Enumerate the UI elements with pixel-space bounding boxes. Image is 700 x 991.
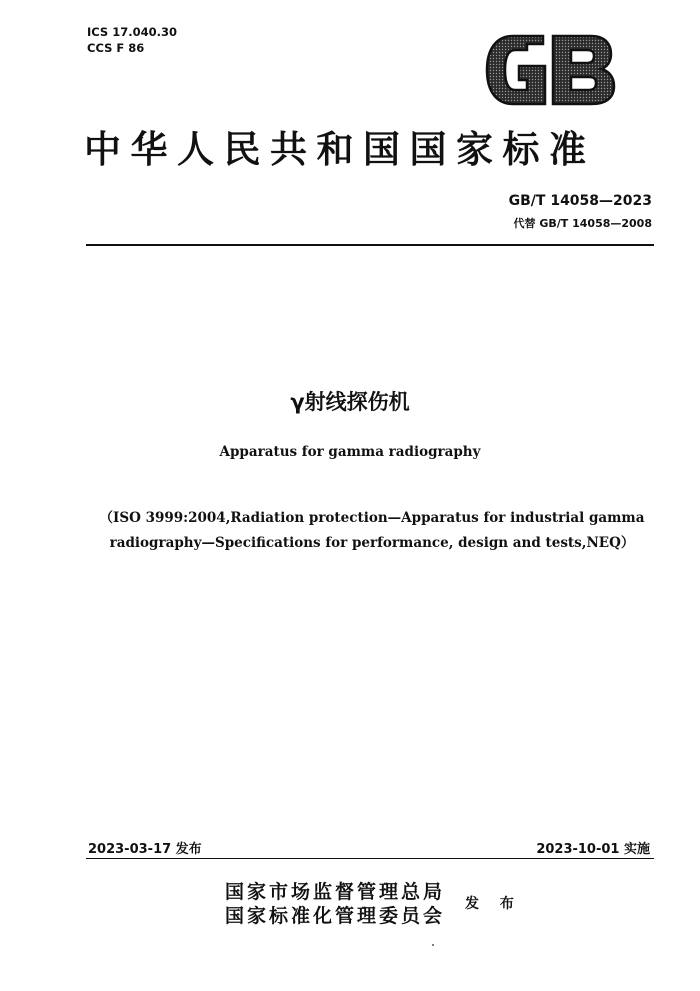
issue-date: 2023-03-17 发布	[88, 842, 202, 857]
english-title: Apparatus for gamma radiography	[219, 444, 481, 460]
gb-logo-icon	[483, 30, 618, 110]
issuer-sac: 国家标准化管理委员会	[225, 905, 446, 927]
iso-reference	[92, 506, 652, 556]
classification-block	[87, 24, 177, 56]
ccs-code: CCS F 86	[87, 41, 145, 55]
issuer-samr: 国家市场监督管理总局	[225, 881, 446, 903]
iso-reference-line-2: radiography—Specifications for performance, design and tests,NEQ）	[109, 535, 635, 551]
replaced-standard: 代替 GB/T 14058—2008	[513, 217, 652, 230]
header-divider	[86, 244, 654, 246]
iso-reference-line-1: （ISO 3999:2004,Radiation protection—Apparatus for industrial gamma	[99, 510, 645, 526]
standard-number: GB/T 14058—2023	[508, 193, 652, 209]
issuing-authorities	[225, 880, 445, 928]
issue-action: 发 布	[465, 896, 522, 912]
chinese-title: γ射线探伤机	[290, 390, 410, 414]
print-speck	[432, 944, 434, 946]
footer-divider	[86, 858, 654, 859]
ics-code: ICS 17.040.30	[87, 25, 177, 39]
national-standard-title: 中华人民共和国国家标准	[84, 128, 596, 171]
effective-date: 2023-10-01 实施	[536, 842, 650, 857]
